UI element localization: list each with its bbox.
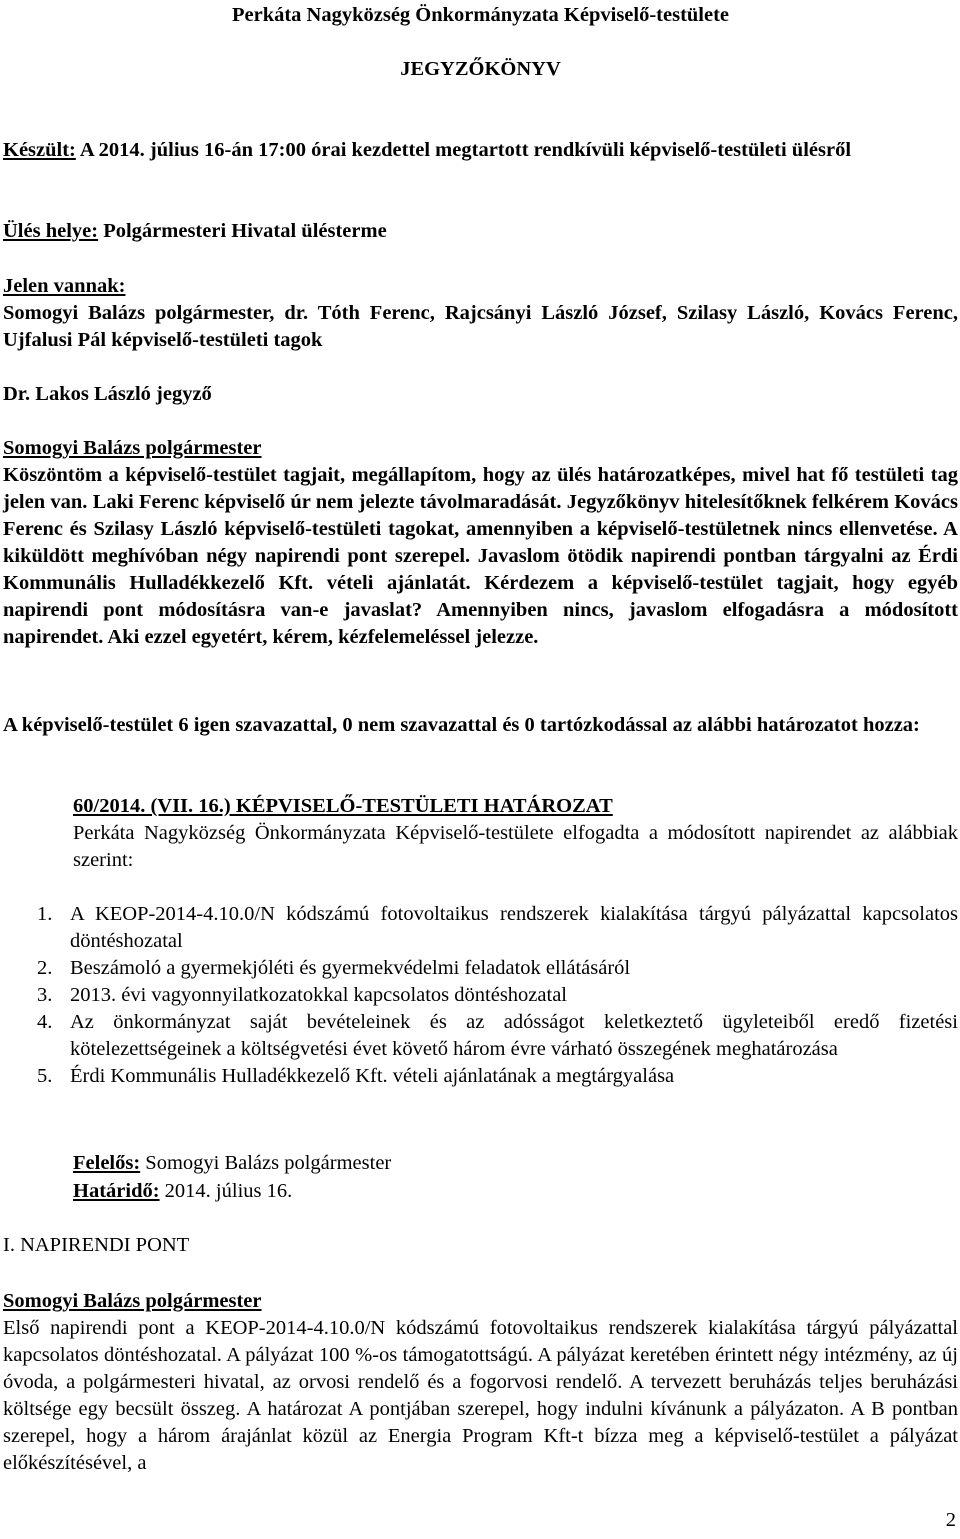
opening-speech: Köszöntöm a képviselő-testület tagjait, megállapítom, hogy az ülés határozatképes, mivel hat fő testületi tag jelen van. Laki Ferenc képviselő úr nem jelezte távolmaradását. Jegyzőkönyv hitelesítőknek felkérem Kovács Ferenc és Szilasy László képviselő-testületi tagokat, amennyiben a képviselő-testületnek nincs ellenvetése. A kiküldött meghívóban négy napirendi pont szerepel. Javaslom ötödik napirendi pontban tárgyalni az Érdi Kommunális Hulladékkezelő Kft. vételi ajánlatát. Kérdezem a képviselő-testület tagjait, hogy egyéb napirendi pont módosításra van-e javaslat? Amennyiben nincs, javaslom elfogadásra a módosított napirendet. Aki ezzel egyetért, kérem, kézfelemeléssel jelezze. bbox=[3, 464, 958, 648]
deadline-label: Határidő: bbox=[73, 1180, 160, 1202]
made-line bbox=[3, 137, 958, 164]
responsible-label: Felelős: bbox=[73, 1152, 141, 1174]
speaker-name: Somogyi Balázs polgármester bbox=[3, 437, 262, 459]
speaker-name: Somogyi Balázs polgármester bbox=[3, 1290, 262, 1312]
agenda-item: 4. Az önkormányzat saját bevételeinek és az adósságot keletkeztető ügyleteiből eredő fizetési kötelezettségeinek a költségvetési évet követő három évre várható összegének meghatározása bbox=[37, 1011, 958, 1060]
agenda-item: 5. Érdi Kommunális Hulladékkezelő Kft. vételi ajánlatának a megtárgyalása bbox=[37, 1065, 675, 1087]
resolution-title: 60/2014. (VII. 16.) KÉPVISELŐ-TESTÜLETI HATÁROZAT bbox=[73, 795, 613, 817]
responsible-text: Somogyi Balázs polgármester bbox=[140, 1152, 392, 1174]
agenda-item: 3. 2013. évi vagyonnyilatkozatokkal kapcsolatos döntéshozatal bbox=[37, 984, 567, 1006]
notary-line: Dr. Lakos László jegyző bbox=[3, 383, 212, 405]
deadline-line bbox=[73, 1178, 958, 1205]
agenda-point-heading: I. NAPIRENDI PONT bbox=[3, 1234, 190, 1256]
agenda-list bbox=[3, 901, 958, 1090]
page-number: 2 bbox=[945, 1509, 956, 1531]
agenda-point-speech: Első napirendi pont a KEOP-2014-4.10.0/N kódszámú fotovoltaikus rendszerek kialakítása tárgyú pályázattal kapcsolatos döntéshozatal. A pályázat 100 %-os támogatottságú. A pályázat keretében érintett négy intézmény, az új óvoda, a polgármesteri hivatal, az orvosi rendelő és a fogorvosi rendelő. A tervezett beruházás teljes beruházási költsége egy becsült összeg. A határozat A pontjában szerepel, hogy indulni kívánunk a pályázaton. A B pontban szerepel, hogy a három árajánlat közül az Energia Program Kft-t bízza meg a képviselő-testület a pályázat előkészítésével, a bbox=[3, 1317, 958, 1474]
vote-statement: A képviselő-testület 6 igen szavazattal, 0 nem szavazattal és 0 tartózkodással az alábbi határozatot hozza: bbox=[3, 714, 920, 736]
deadline-text: 2014. július 16. bbox=[159, 1180, 293, 1202]
document-title: JEGYZŐKÖNYV bbox=[400, 58, 561, 80]
present-label: Jelen vannak: bbox=[3, 275, 126, 297]
made-text: A 2014. július 16-án 17:00 órai kezdettel megtartott rendkívüli képviselő-testületi ülésről bbox=[75, 139, 852, 161]
made-label: Készült: bbox=[3, 139, 76, 161]
place-label: Ülés helye: bbox=[3, 220, 99, 242]
resolution-intro: Perkáta Nagyközség Önkormányzata Képviselő-testülete elfogadta a módosított napirendet az alábbiak szerint: bbox=[73, 822, 958, 871]
body-name-heading: Perkáta Nagyközség Önkormányzata Képviselő-testülete bbox=[231, 4, 730, 26]
present-list: Somogyi Balázs polgármester, dr. Tóth Ferenc, Rajcsányi László József, Szilasy László, Kovács Ferenc, Ujfalusi Pál képviselő-testületi tagok bbox=[3, 302, 958, 351]
responsible-line bbox=[73, 1150, 958, 1177]
agenda-item: 2. Beszámoló a gyermekjóléti és gyermekvédelmi feladatok ellátásáról bbox=[37, 957, 631, 979]
place-line bbox=[3, 218, 958, 245]
agenda-item: 1. A KEOP-2014-4.10.0/N kódszámú fotovoltaikus rendszerek kialakítása tárgyú pályázattal kapcsolatos döntéshozatal bbox=[37, 903, 958, 952]
place-text: Polgármesteri Hivatal ülésterme bbox=[98, 220, 387, 242]
